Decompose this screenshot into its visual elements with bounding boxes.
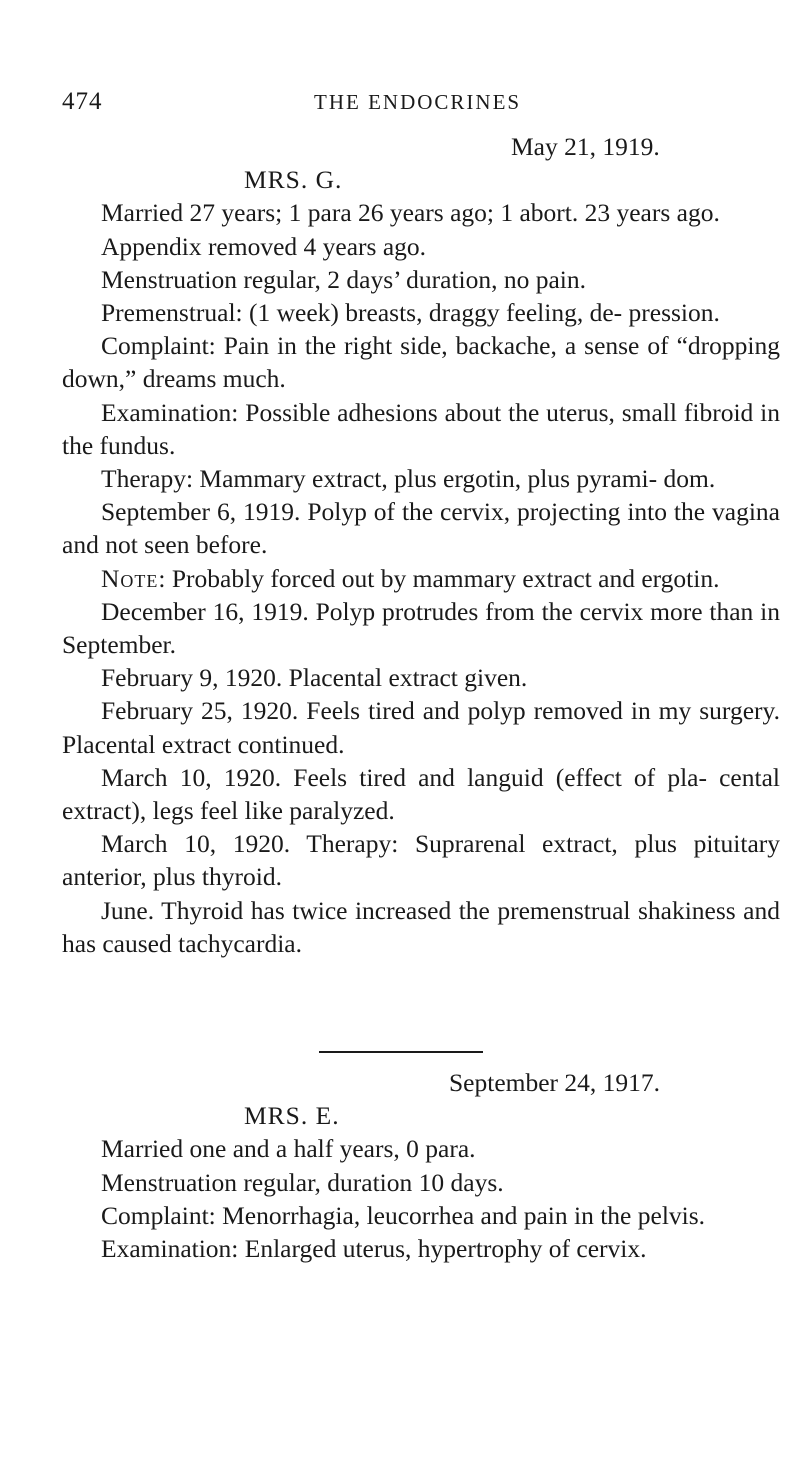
case-paragraph: February 9, 1920. Placental extract given. — [101, 663, 528, 693]
case-paragraph: Therapy: Mammary extract, plus ergotin, plus pyrami- dom. — [101, 464, 716, 494]
case-record-mrs-g — [62, 130, 780, 960]
case-paragraph: September 6, 1919. Polyp of the cervix, projecting into the vagina and not seen before. — [62, 497, 780, 560]
case-paragraph: December 16, 1919. Polyp protrudes from the cervix more than in September. — [62, 596, 780, 660]
case-paragraph: Premenstrual: (1 week) breasts, draggy feeling, de- pression. — [101, 298, 720, 328]
case-name: MRS. G. — [244, 165, 343, 195]
case-paragraph: Married one and a half years, 0 para. — [101, 1134, 476, 1164]
case-paragraph: Complaint: Pain in the right side, backache, a sense of “dropping down,” dreams much. — [62, 331, 780, 394]
note-paragraph — [62, 562, 780, 595]
note-text: : Probably forced out by mammary extract and ergotin. — [158, 563, 720, 593]
case-paragraph: Menstruation regular, 2 days’ duration, no pain. — [101, 264, 587, 294]
case-paragraph: March 10, 1920. Feels tired and languid (effect of pla- cental extract), legs feel like paralyzed. — [62, 762, 780, 826]
running-head — [62, 86, 762, 118]
page-number: 474 — [62, 88, 103, 115]
section-divider — [319, 1051, 483, 1053]
case-paragraph: Complaint: Menorrhagia, leucorrhea and pain in the pelvis. — [101, 1200, 706, 1230]
case-paragraph: Examination: Possible adhesions about the uterus, small fibroid in the fundus. — [62, 397, 780, 460]
case-name: MRS. E. — [244, 1101, 340, 1131]
case-date: May 21, 1919. — [511, 132, 660, 161]
note-label: Note — [101, 563, 159, 593]
case-paragraph: Examination: Enlarged uterus, hypertrophy of cervix. — [101, 1234, 647, 1264]
running-title: THE ENDOCRINES — [314, 90, 522, 114]
case-paragraph: February 25, 1920. Feels tired and polyp removed in my surgery. Placental extract continued. — [62, 696, 780, 759]
case-paragraph: March 10, 1920. Therapy: Suprarenal extract, plus pituitary anterior, plus thyroid. — [62, 829, 780, 892]
case-record-mrs-e — [62, 1066, 780, 1265]
case-paragraph: Appendix removed 4 years ago. — [101, 231, 427, 261]
case-date: September 24, 1917. — [449, 1068, 661, 1097]
case-paragraph: Married 27 years; 1 para 26 years ago; 1 abort. 23 years ago. — [101, 198, 720, 228]
case-paragraph: June. Thyroid has twice increased the premenstrual shakiness and has caused tachycardia. — [62, 895, 780, 958]
case-paragraph: Menstruation regular, duration 10 days. — [101, 1167, 504, 1197]
